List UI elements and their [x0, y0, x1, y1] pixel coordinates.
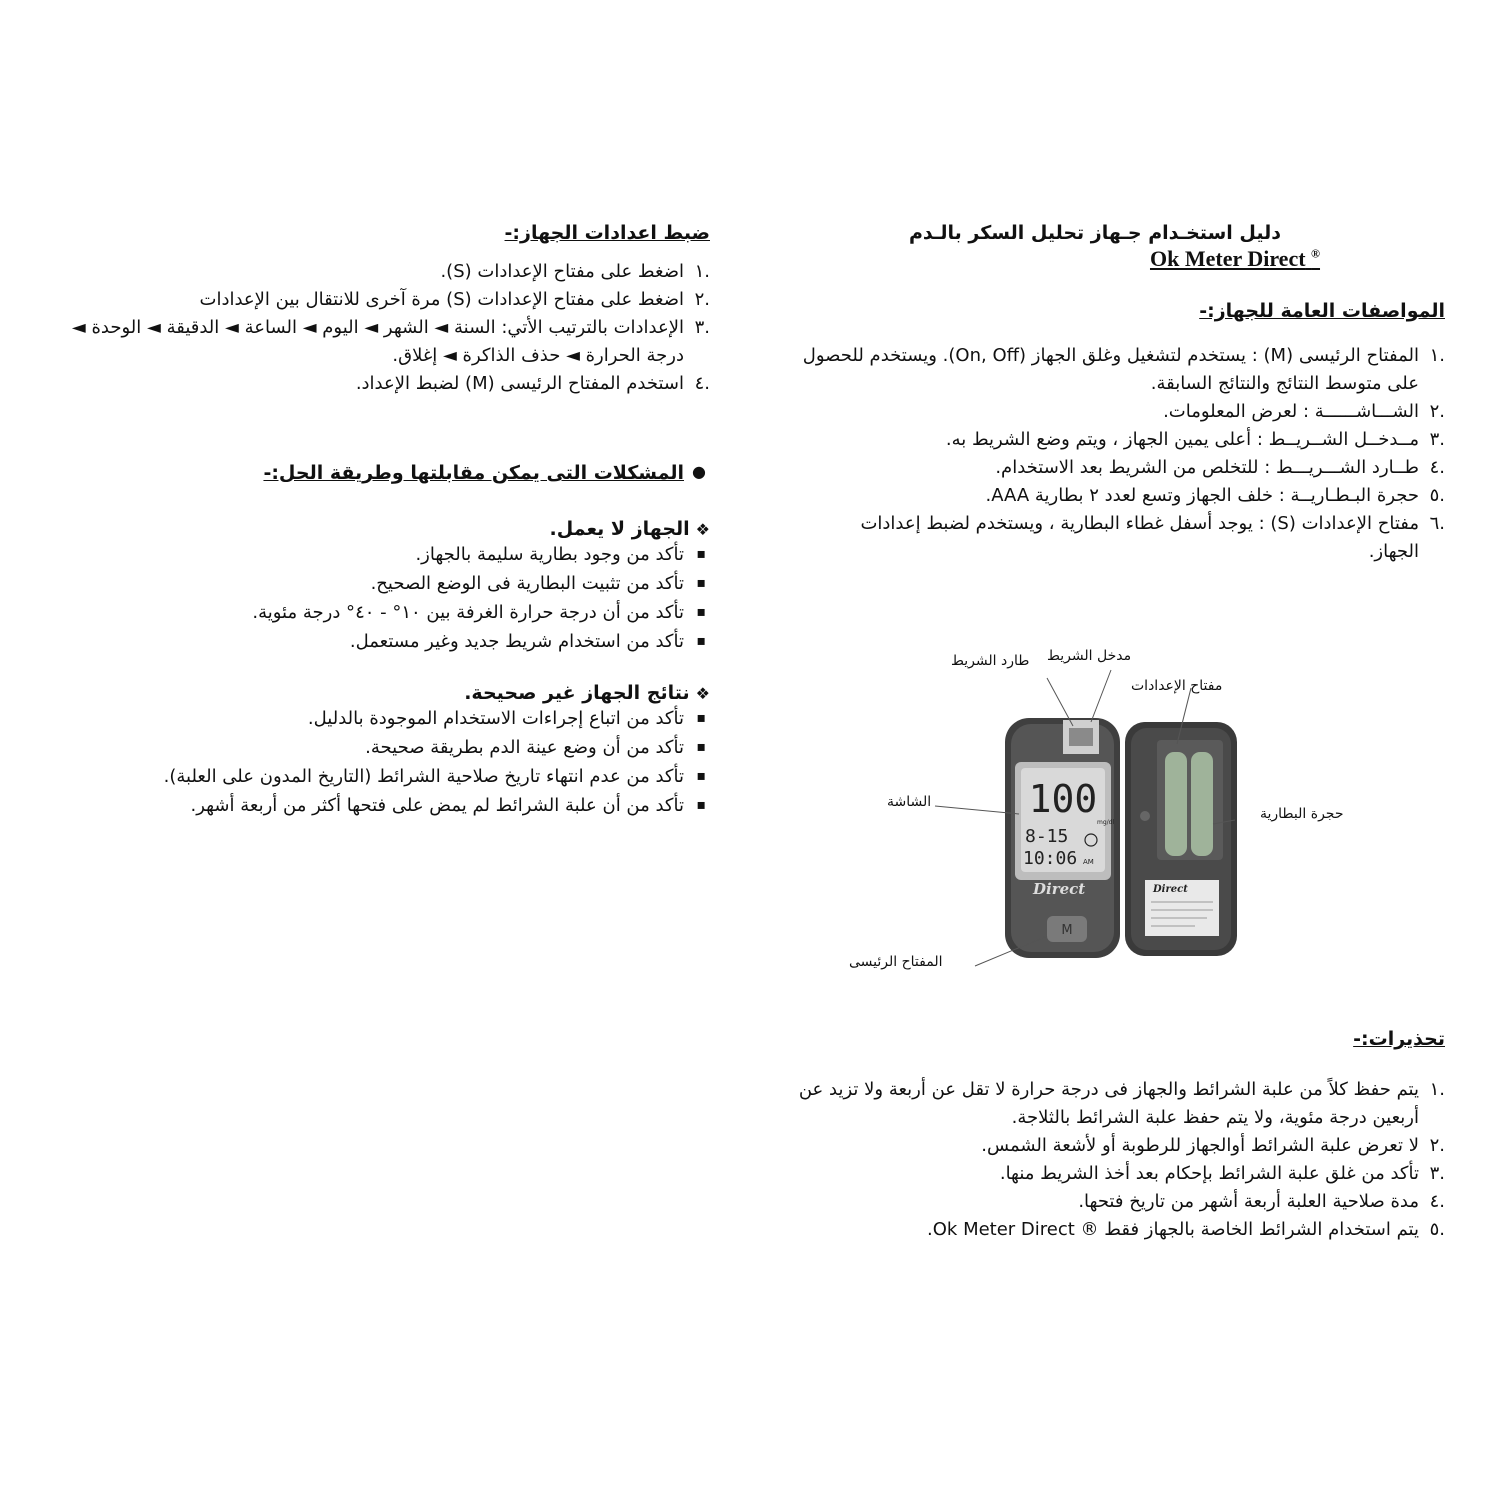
warning-item: .٢ لا تعرض علبة الشرائط أوالجهاز للرطوبة أو لأشعة الشمس. [981, 1135, 1445, 1156]
settings-step: .١ اضغط على مفتاح الإعدادات (S). [440, 261, 710, 282]
problem-item: ▪ تأكد من تثبيت البطارية فى الوضع الصحيح. [60, 569, 710, 598]
warning-item: .٤ مدة صلاحية العلبة أربعة أشهر من تاريخ فتحها. [1078, 1191, 1445, 1212]
product-name: Ok Meter Direct ® [1149, 246, 1321, 271]
problem-item: ▪ تأكد من وجود بطارية سليمة بالجهاز. [60, 540, 710, 569]
problem-items [60, 704, 710, 820]
label-settings-key: مفتاح الإعدادات [1131, 678, 1223, 694]
settings-step: .٣ الإعدادات بالترتيب الأتي: السنة ◄ الشهر ◄ اليوم ◄ الساعة ◄ الدقيقة ◄ الوحدة ◄ درجة الحرارة ◄ حذف الذاكرة ◄ إغلاق. [71, 317, 710, 366]
specs-heading: المواصفات العامة للجهاز:- [1199, 300, 1445, 322]
settings-column [60, 222, 710, 820]
problem-item: ▪ تأكد من أن وضع عينة الدم بطريقة صحيحة. [60, 733, 710, 762]
label-main-key: المفتاح الرئيسى [849, 954, 943, 970]
spec-item: .٢ الشـــاشــــــة : لعرض المعلومات. [1163, 401, 1445, 422]
diamond-star-icon: ❖ [695, 520, 710, 539]
reading-ampm: AM [1083, 858, 1094, 866]
meter-brand: Direct [1033, 880, 1086, 898]
spec-item: .١ المفتاح الرئيسى (M) : يستخدم لتشغيل وغلق الجهاز (On, Off). ويستخدم للحصول على متوسط النتائج والنتائج السابقة. [802, 345, 1445, 394]
spec-item: .٥ حجرة البـطـاريــة : خلف الجهاز وتسع لعدد ٢ بطارية AAA. [985, 485, 1445, 506]
warnings-block [760, 1028, 1445, 1244]
warnings-list [760, 1076, 1445, 1244]
diamond-star-icon: ❖ [695, 684, 710, 703]
spec-item: .٦ مفتاح الإعدادات (S) : يوجد أسفل غطاء البطارية ، ويستخدم لضبط إعدادات الجهاز. [860, 513, 1445, 562]
label-strip-ejector: طارد الشريط [951, 653, 1030, 669]
problem-group-title: ❖الجهاز لا يعمل. [549, 518, 710, 540]
settings-step: .٤ استخدم المفتاح الرئيسى (M) لضبط الإعداد. [355, 373, 710, 394]
problem-item: ▪ تأكد من أن درجة حرارة الغرفة بين ١٠° - ٤٠° درجة مئوية. [60, 598, 710, 627]
reading-value: 100 [1028, 777, 1098, 821]
settings-heading: ضبط اعدادات الجهاز:- [504, 222, 710, 244]
warning-item: .٥ يتم استخدام الشرائط الخاصة بالجهاز فقط ® Ok Meter Direct. [927, 1219, 1445, 1240]
problem-items [60, 540, 710, 656]
specs-list [785, 342, 1445, 566]
problem-item: ▪ تأكد من اتباع إجراءات الاستخدام الموجودة بالدليل. [60, 704, 710, 733]
meter-figure [835, 640, 1375, 990]
warnings-heading: تحذيرات:- [1353, 1028, 1445, 1050]
reading-time: 10:06 [1023, 848, 1078, 869]
reading-date: 8-15 [1025, 826, 1069, 847]
problem-group-title: ❖نتائج الجهاز غير صحيحة. [464, 682, 710, 704]
warning-item: .٣ تأكد من غلق علبة الشرائط بإحكام بعد أخذ الشريط منها. [999, 1163, 1445, 1184]
label-screen: الشاشة [887, 794, 932, 810]
problem-item: ▪ تأكد من استخدام شريط جديد وغير مستعمل. [60, 627, 710, 656]
settings-step: .٢ اضغط على مفتاح الإعدادات (S) مرة آخرى للانتقال بين الإعدادات [199, 289, 710, 310]
reading-unit: mg/dl [1097, 819, 1115, 826]
label-battery: حجرة البطارية [1260, 806, 1344, 822]
leader-strip-port [1091, 670, 1111, 722]
battery-cell [1165, 752, 1187, 856]
main-key-label: M [1061, 923, 1073, 938]
spec-item: .٤ طــارد الشـــريـــط : للتخلص من الشريط بعد الاستخدام. [995, 457, 1445, 478]
problems-heading: ● المشكلات التى يمكن مقابلتها وطريقة الحل:- [263, 462, 706, 484]
problem-item: ▪ تأكد من عدم انتهاء تاريخ صلاحية الشرائط (التاريخ المدون على العلبة). [60, 762, 710, 791]
guide-title: دليل استخـدام جـهاز تحليل السكر بالـدم [909, 222, 1281, 244]
settings-steps [60, 258, 710, 398]
label-strip-port: مدخل الشريط [1047, 648, 1132, 664]
svg-text:Direct: Direct [1153, 884, 1188, 895]
spec-item: .٣ مــدخــل الشــريــط : أعلى يمين الجهاز ، ويتم وضع الشريط به. [945, 429, 1445, 450]
warning-item: .١ يتم حفظ كلاً من علبة الشرائط والجهاز فى درجة حرارة لا تقل عن أربعة ولا تزيد عن أربعين درجة مئوية، ولا يتم حفظ علبة الشرائط بالثلاجة. [798, 1079, 1445, 1128]
battery-cell [1191, 752, 1213, 856]
problem-item: ▪ تأكد من أن علبة الشرائط لم يمض على فتحها أكثر من أربعة أشهر. [60, 791, 710, 820]
